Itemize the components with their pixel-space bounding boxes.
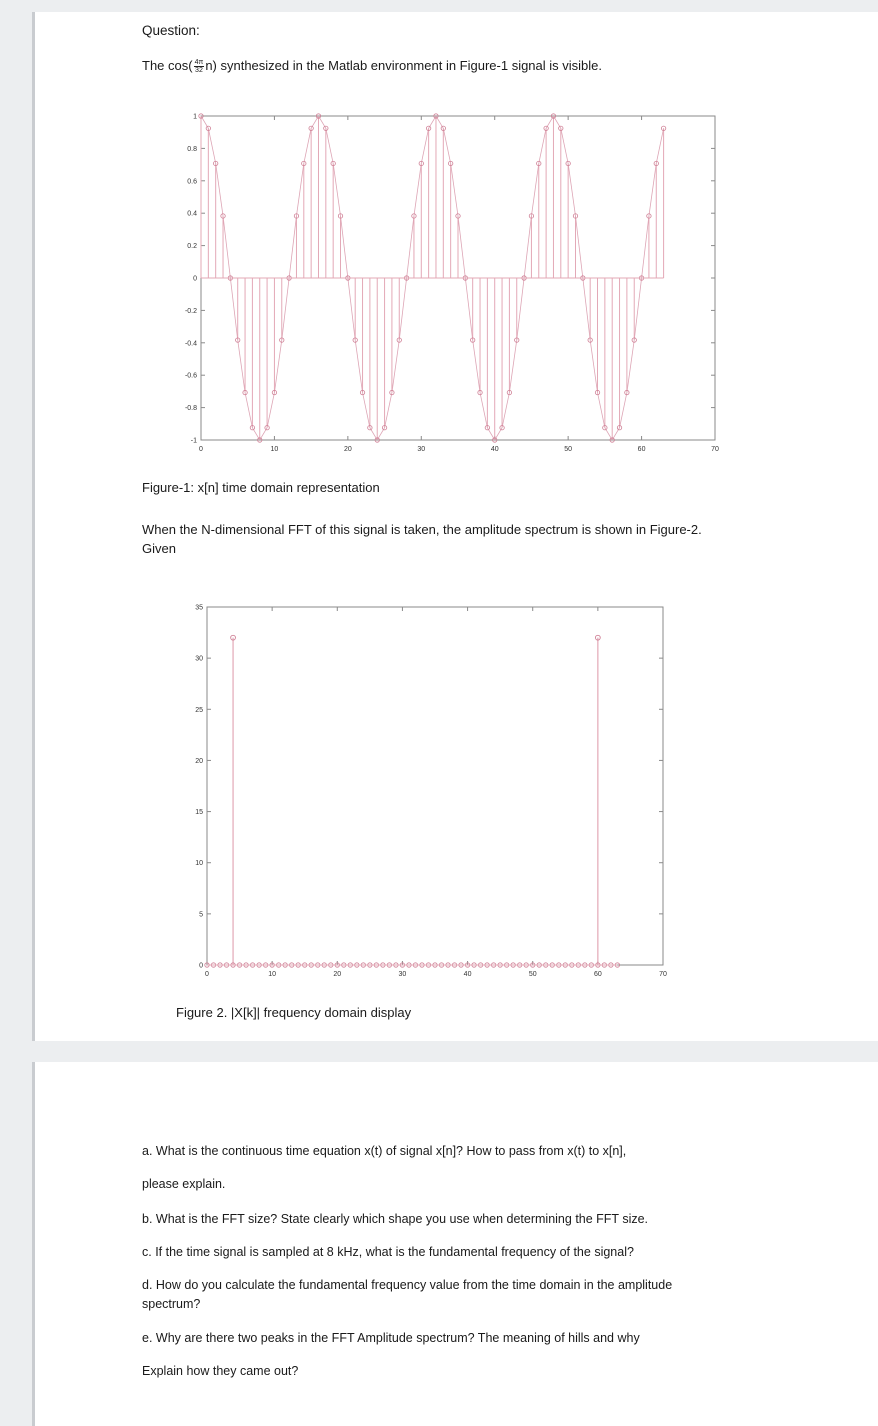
y-tick-label: 0.4: [187, 210, 197, 218]
x-tick-label: 10: [270, 446, 279, 453]
plot-frame: [207, 607, 663, 965]
subquestion-a-line2: please explain.: [142, 1177, 226, 1191]
y-tick-label: 15: [195, 809, 203, 817]
x-tick-label: 70: [659, 971, 667, 978]
x-tick-label: 70: [711, 446, 719, 453]
page-2: [32, 1062, 878, 1426]
y-tick-label: 0.8: [187, 145, 197, 153]
y-tick-label: -0.6: [184, 372, 197, 380]
fraction: $\frac{4\pi}{32}$: [194, 59, 204, 75]
page-1: [32, 12, 878, 1041]
figure-2-caption: Figure 2. |X[k]| frequency domain display: [176, 1005, 412, 1020]
fft-description-line1: When the N-dimensional FFT of this signal is taken, the amplitude spectrum is shown in Figure-2.: [142, 522, 702, 537]
y-tick-label: 0.2: [187, 243, 197, 251]
x-tick-label: 0: [205, 971, 209, 978]
y-tick-label: -0.4: [184, 340, 197, 348]
y-tick-label: 5: [199, 911, 203, 919]
x-tick-label: 10: [268, 971, 277, 978]
subquestion-d-line2: spectrum?: [142, 1297, 201, 1311]
x-tick-label: 60: [637, 446, 646, 453]
subquestion-e-continued: Explain how they came out?: [142, 1364, 299, 1378]
question-heading: Question:: [142, 23, 200, 38]
y-tick-label: 35: [195, 604, 203, 612]
y-tick-label: 0: [193, 275, 197, 283]
x-tick-label: 30: [398, 971, 407, 978]
fft-description-line2: Given: [142, 541, 176, 556]
question-intro: The cos( $\frac{4\pi}{32}$ n) synthesized in the Matlab environment in Figure-1 signal is visible.: [142, 58, 603, 75]
y-tick-label: 25: [195, 706, 203, 714]
x-tick-label: 20: [333, 971, 342, 978]
y-tick-label: -0.2: [184, 307, 197, 315]
y-tick-label: 10: [195, 860, 203, 868]
x-tick-label: 40: [490, 446, 499, 453]
y-tick-label: -1: [190, 437, 197, 445]
y-tick-label: 1: [193, 113, 197, 121]
x-tick-label: 40: [463, 971, 472, 978]
figure-1-time-domain-plot: [135, 95, 719, 455]
x-tick-label: 30: [417, 446, 426, 453]
y-tick-label: 0: [199, 962, 203, 970]
x-tick-label: 0: [199, 446, 203, 453]
subquestion-a-line1: a. What is the continuous time equation x(t) of signal x[n]? How to pass from x(t) to x[n],: [142, 1144, 627, 1158]
x-tick-label: 50: [564, 446, 573, 453]
x-tick-label: 60: [593, 971, 602, 978]
y-tick-label: -0.8: [184, 405, 197, 413]
x-tick-label: 50: [528, 971, 537, 978]
figure-2-frequency-domain-plot: [135, 590, 715, 990]
subquestion-c: c. If the time signal is sampled at 8 kHz, what is the fundamental frequency of the signal?: [142, 1245, 634, 1259]
x-tick-label: 20: [343, 446, 352, 453]
y-tick-label: 0.6: [187, 178, 197, 186]
y-tick-label: 20: [195, 757, 203, 765]
subquestion-d-line1: d. How do you calculate the fundamental frequency value from the time domain in the amplitude: [142, 1278, 673, 1292]
subquestion-e: e. Why are there two peaks in the FFT Amplitude spectrum? The meaning of hills and why: [142, 1331, 640, 1345]
subquestion-b: b. What is the FFT size? State clearly which shape you use when determining the FFT size.: [142, 1212, 649, 1226]
y-tick-label: 30: [195, 655, 203, 663]
figure-1-caption: Figure-1: x[n] time domain representation: [142, 480, 380, 495]
